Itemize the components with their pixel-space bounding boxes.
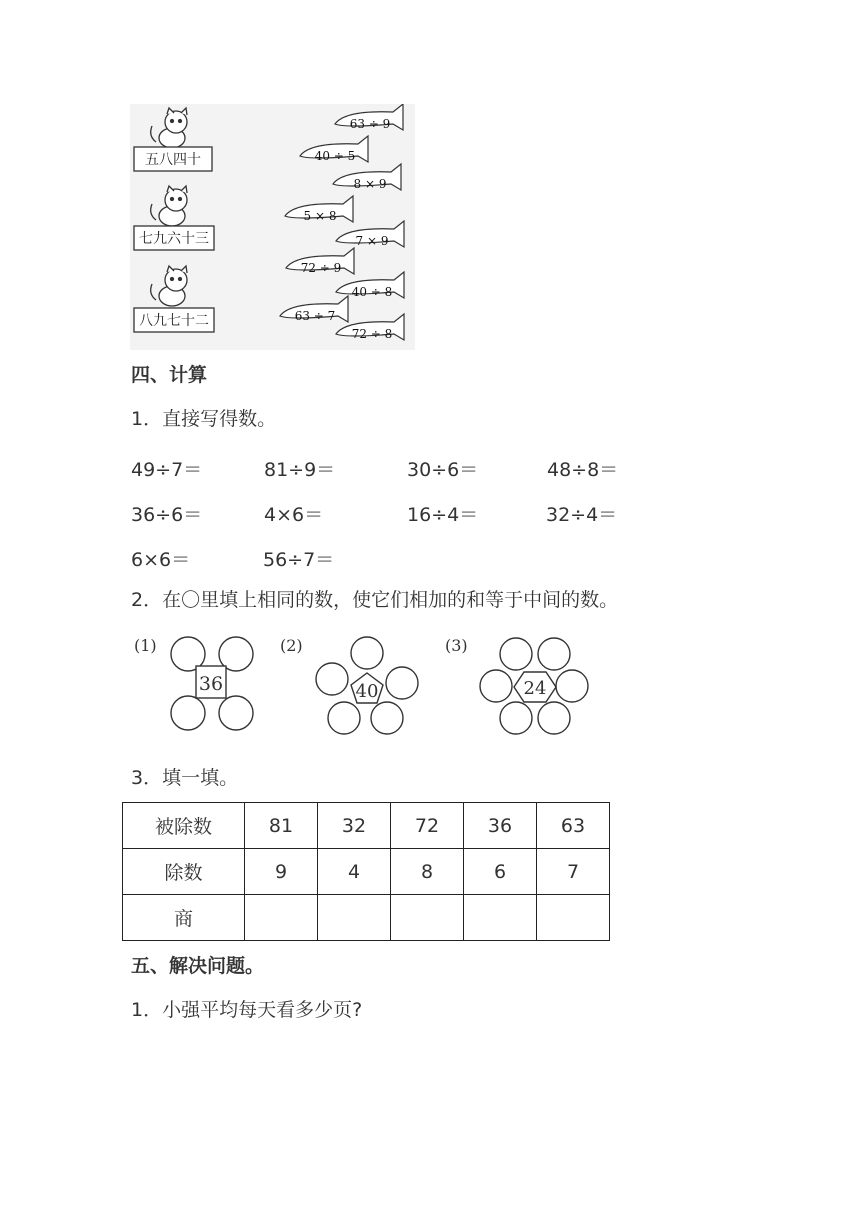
table-cell: 63 <box>537 803 610 849</box>
section-4-title: 四、计算 <box>131 364 208 386</box>
row-header: 除数 <box>123 849 245 895</box>
calc-item: 6×6＝ <box>131 549 191 571</box>
row-header: 被除数 <box>123 803 245 849</box>
table-cell: 9 <box>245 849 318 895</box>
q3-title: 3．填一填。 <box>131 767 239 789</box>
figure-label: (2) <box>280 636 303 655</box>
cat-label: 七九六十三 <box>139 231 209 247</box>
fish-label: 40 ÷ 8 <box>351 285 393 299</box>
q2-title: 2．在〇里填上相同的数，使它们相加的和等于中间的数。 <box>131 589 619 611</box>
blank-circle <box>538 702 570 734</box>
fish-label: 40 ÷ 5 <box>314 149 356 163</box>
figure-label: (1) <box>134 636 157 655</box>
blank-circle <box>386 667 418 699</box>
calc-item: 16÷4＝ <box>407 504 479 526</box>
blank-circle <box>500 638 532 670</box>
table-cell: 36 <box>464 803 537 849</box>
calc-item: 81÷9＝ <box>264 459 336 481</box>
q1-title: 1．直接写得数。 <box>131 408 277 430</box>
center-number: 36 <box>198 673 224 695</box>
fish-label: 72 ÷ 9 <box>300 261 342 275</box>
table-cell: 6 <box>464 849 537 895</box>
answer-cell[interactable] <box>391 895 464 941</box>
calc-item: 36÷6＝ <box>131 504 203 526</box>
fish-label: 8 × 9 <box>353 177 387 191</box>
blank-circle <box>219 696 253 730</box>
section-5-title: 五、解决问题。 <box>131 955 265 977</box>
calc-item: 4×6＝ <box>264 504 324 526</box>
table-row <box>123 849 610 895</box>
center-number: 40 <box>355 681 379 702</box>
blank-circle <box>328 702 360 734</box>
answer-cell[interactable] <box>318 895 391 941</box>
table-cell: 8 <box>391 849 464 895</box>
blank-circle <box>500 702 532 734</box>
cat-label: 八九七十二 <box>139 313 209 329</box>
answer-cell[interactable] <box>464 895 537 941</box>
answer-cell[interactable] <box>245 895 318 941</box>
table-cell: 72 <box>391 803 464 849</box>
table-cell: 4 <box>318 849 391 895</box>
table-row <box>123 803 610 849</box>
division-table <box>122 802 610 941</box>
table-cell: 32 <box>318 803 391 849</box>
answer-cell[interactable] <box>537 895 610 941</box>
blank-circle <box>371 702 403 734</box>
calc-item: 30÷6＝ <box>407 459 479 481</box>
row-header: 商 <box>123 895 245 941</box>
blank-circle <box>351 637 383 669</box>
calc-item: 32÷4＝ <box>546 504 618 526</box>
blank-circle <box>316 663 348 695</box>
cat-fish-matching-figure <box>130 104 415 350</box>
fish-label: 5 × 8 <box>303 209 337 223</box>
figure-label: (3) <box>445 636 468 655</box>
problem-1: 1．小强平均每天看多少页? <box>131 999 363 1021</box>
fish-label: 72 ÷ 8 <box>351 327 393 341</box>
fish-label: 7 × 9 <box>355 234 389 248</box>
center-number: 24 <box>523 678 547 699</box>
blank-circle <box>480 670 512 702</box>
cat-label: 五八四十 <box>145 152 201 168</box>
blank-circle <box>538 638 570 670</box>
calc-item: 49÷7＝ <box>131 459 203 481</box>
table-cell: 7 <box>537 849 610 895</box>
fish-label: 63 ÷ 7 <box>294 309 336 323</box>
table-cell: 81 <box>245 803 318 849</box>
fish-label: 63 ÷ 9 <box>349 117 391 131</box>
blank-circle <box>171 696 205 730</box>
blank-circle <box>556 670 588 702</box>
calc-item: 48÷8＝ <box>547 459 619 481</box>
calc-item: 56÷7＝ <box>263 549 335 571</box>
table-row <box>123 895 610 941</box>
circle-puzzle-figure <box>130 628 600 740</box>
